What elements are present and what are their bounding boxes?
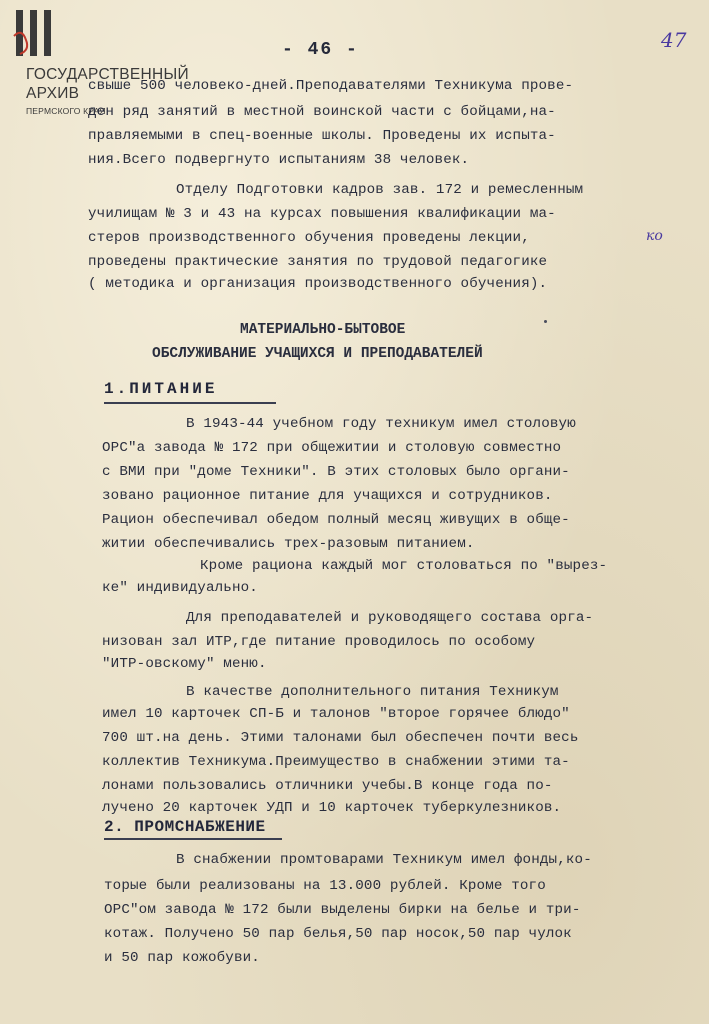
subsection-title-supply: 2. ПРОМСНАБЖЕНИЕ <box>104 818 266 836</box>
text-line: зовано рационное питание для учащихся и сотрудников. <box>102 488 553 504</box>
title-underline <box>104 838 282 840</box>
text-line: житии обеспечивались трех-разовым питанием. <box>102 536 475 552</box>
section-heading-line2: ОБСЛУЖИВАНИЕ УЧАЩИХСЯ И ПРЕПОДАВАТЕЛЕЙ <box>152 346 483 362</box>
handwritten-correction: ко <box>646 228 663 244</box>
text-line: Рацион обеспечивал обедом полный месяц живущих в обще- <box>102 512 570 528</box>
text-line: свыше 500 человеко-дней.Преподавателями Техникума прове- <box>88 78 574 94</box>
text-line: ( методика и организация производственного обучения). <box>88 276 548 292</box>
subsection-title-food: 1.ПИТАНИЕ <box>104 380 218 398</box>
ink-dot <box>544 320 547 323</box>
section-heading-line1: МАТЕРИАЛЬНО-БЫТОВОЕ <box>240 322 406 338</box>
logo-text-archive: АРХИВ <box>26 85 80 102</box>
archive-logo <box>12 6 222 118</box>
text-line: "ИТР-овскому" меню. <box>102 656 267 672</box>
text-line: ден ряд занятий в местной воинской части с бойцами,на- <box>88 104 556 120</box>
text-line: ния.Всего подвергнуто испытаниям 38 человек. <box>88 152 470 168</box>
text-line: торые были реализованы на 13.000 рублей. Кроме того <box>104 878 546 894</box>
text-line: ОРС"а завода № 172 при общежитии и столовую совместно <box>102 440 562 456</box>
text-line: 700 шт.на день. Этими талонами был обеспечен почти весь <box>102 730 579 746</box>
logo-text-state: ГОСУДАРСТВЕННЫЙ <box>26 66 189 83</box>
text-line: правляемыми в спец-военные школы. Проведены их испыта- <box>88 128 556 144</box>
logo-text-region: ПЕРМСКОГО КРАЯ <box>26 106 106 116</box>
text-line: лонами пользовались отличники учебы.В конце года по- <box>102 778 553 794</box>
text-line: и 50 пар кожобуви. <box>104 950 260 966</box>
title-underline <box>104 402 276 404</box>
text-line: Кроме рациона каждый мог столоваться по "вырез- <box>200 558 608 574</box>
text-line: В качестве дополнительного питания Техникум <box>186 684 559 700</box>
text-line: училищам № 3 и 43 на курсах повышения квалификации ма- <box>88 206 556 222</box>
archive-sheet-number: 47 <box>661 28 687 52</box>
text-line: В 1943-44 учебном году техникум имел столовую <box>186 416 576 432</box>
text-line: лучено 20 карточек УДП и 10 карточек туберкулезников. <box>102 800 562 816</box>
archive-logo-icon <box>12 6 66 60</box>
text-line: В снабжении промтоварами Техникум имел фонды,ко- <box>176 852 592 868</box>
text-line: низован зал ИТР,где питание проводилось по особому <box>102 634 536 650</box>
text-line: котаж. Получено 50 пар белья,50 пар носок,50 пар чулок <box>104 926 572 942</box>
text-line: ОРС"ом завода № 172 были выделены бирки на белье и три- <box>104 902 581 918</box>
page-number: - 46 - <box>282 40 359 60</box>
text-line: Отделу Подготовки кадров зав. 172 и ремесленным <box>176 182 584 198</box>
text-line: ке" индивидуально. <box>102 580 258 596</box>
text-line: стеров производственного обучения проведены лекции, <box>88 230 530 246</box>
text-line: имел 10 карточек СП-Б и талонов "второе горячее блюдо" <box>102 706 570 722</box>
text-line: Для преподавателей и руководящего состава орга- <box>186 610 594 626</box>
text-line: проведены практические занятия по трудовой педагогике <box>88 254 548 270</box>
text-line: коллектив Техникума.Преимущество в снабжении этими та- <box>102 754 570 770</box>
text-line: с ВМИ при "доме Техники". В этих столовых было органи- <box>102 464 570 480</box>
